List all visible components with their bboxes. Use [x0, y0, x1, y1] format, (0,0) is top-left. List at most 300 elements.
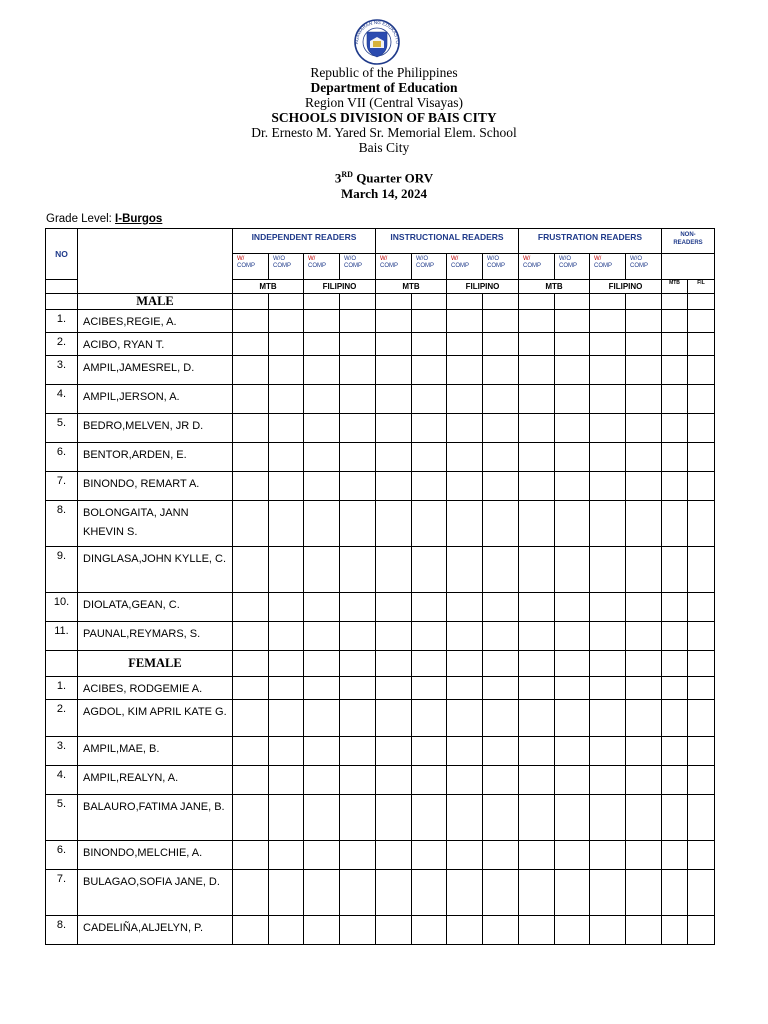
rating-cell[interactable] — [483, 385, 519, 414]
rating-cell[interactable] — [483, 677, 519, 700]
rating-cell[interactable] — [340, 310, 376, 333]
rating-cell[interactable] — [662, 356, 688, 385]
rating-cell[interactable] — [412, 795, 447, 841]
rating-cell[interactable] — [688, 737, 715, 766]
rating-cell[interactable] — [688, 916, 715, 945]
rating-cell[interactable] — [447, 333, 483, 356]
rating-cell[interactable] — [233, 841, 269, 870]
rating-cell[interactable] — [340, 841, 376, 870]
rating-cell[interactable] — [340, 795, 376, 841]
rating-cell[interactable] — [688, 593, 715, 622]
rating-cell[interactable] — [269, 677, 304, 700]
rating-cell[interactable] — [412, 310, 447, 333]
rating-cell[interactable] — [340, 472, 376, 501]
rating-cell[interactable] — [662, 766, 688, 795]
rating-cell[interactable] — [662, 700, 688, 737]
rating-cell[interactable] — [376, 700, 412, 737]
rating-cell[interactable] — [688, 766, 715, 795]
rating-cell[interactable] — [447, 677, 483, 700]
rating-cell[interactable] — [662, 795, 688, 841]
rating-cell[interactable] — [304, 700, 340, 737]
rating-cell[interactable] — [304, 501, 340, 547]
rating-cell[interactable] — [340, 916, 376, 945]
rating-cell[interactable] — [447, 916, 483, 945]
rating-cell[interactable] — [269, 310, 304, 333]
group-independent: INDEPENDENT READERS — [233, 229, 376, 254]
rating-cell[interactable] — [519, 622, 555, 651]
rating-cell[interactable] — [447, 356, 483, 385]
rating-cell[interactable] — [519, 795, 555, 841]
rating-cell[interactable] — [590, 870, 626, 916]
rating-cell[interactable] — [662, 385, 688, 414]
rating-cell[interactable] — [376, 501, 412, 547]
rating-cell[interactable] — [626, 737, 662, 766]
rating-cell[interactable] — [376, 385, 412, 414]
rating-cell[interactable] — [412, 501, 447, 547]
rating-cell[interactable] — [376, 414, 412, 443]
rating-cell[interactable] — [483, 547, 519, 593]
rating-cell[interactable] — [340, 622, 376, 651]
rating-cell[interactable] — [483, 795, 519, 841]
rating-cell[interactable] — [626, 385, 662, 414]
rating-cell[interactable] — [626, 841, 662, 870]
rating-cell[interactable] — [590, 414, 626, 443]
rating-cell[interactable] — [233, 385, 269, 414]
rating-cell[interactable] — [233, 443, 269, 472]
comp-top-label: W/ — [380, 256, 388, 262]
rating-cell[interactable] — [590, 677, 626, 700]
section-blank-cell — [590, 651, 626, 677]
rating-cell[interactable] — [555, 356, 590, 385]
non-readers-line2: READERS — [673, 240, 703, 246]
rating-cell[interactable] — [519, 501, 555, 547]
rating-cell[interactable] — [412, 622, 447, 651]
rating-cell[interactable] — [412, 870, 447, 916]
rating-cell[interactable] — [519, 841, 555, 870]
rating-cell[interactable] — [555, 414, 590, 443]
rating-cell[interactable] — [447, 472, 483, 501]
rating-cell[interactable] — [662, 501, 688, 547]
section-blank-cell — [304, 651, 340, 677]
rating-cell[interactable] — [412, 737, 447, 766]
rating-cell[interactable] — [233, 414, 269, 443]
rating-cell[interactable] — [688, 622, 715, 651]
rating-cell[interactable] — [590, 472, 626, 501]
student-name: DINGLASA,JOHN KYLLE, C. — [78, 547, 233, 593]
rating-cell[interactable] — [590, 443, 626, 472]
rating-cell[interactable] — [447, 795, 483, 841]
rating-cell[interactable] — [555, 737, 590, 766]
rating-cell[interactable] — [519, 414, 555, 443]
rating-cell[interactable] — [662, 547, 688, 593]
rating-cell[interactable] — [447, 870, 483, 916]
rating-cell[interactable] — [233, 310, 269, 333]
rating-cell[interactable] — [233, 870, 269, 916]
non-readers-fil: FIL — [688, 280, 715, 294]
rating-cell[interactable] — [376, 547, 412, 593]
rating-cell[interactable] — [412, 593, 447, 622]
rating-cell[interactable] — [340, 547, 376, 593]
rating-cell[interactable] — [662, 333, 688, 356]
rating-cell[interactable] — [340, 677, 376, 700]
rating-cell[interactable] — [340, 593, 376, 622]
rating-cell[interactable] — [483, 310, 519, 333]
header-region: Region VII (Central Visayas) — [304, 95, 464, 110]
rating-cell[interactable] — [590, 916, 626, 945]
rating-cell[interactable] — [447, 443, 483, 472]
rating-cell[interactable] — [340, 414, 376, 443]
rating-cell[interactable] — [662, 472, 688, 501]
rating-cell[interactable] — [483, 700, 519, 737]
rating-cell[interactable] — [662, 622, 688, 651]
rating-cell[interactable] — [483, 870, 519, 916]
rating-cell[interactable] — [590, 700, 626, 737]
rating-cell[interactable] — [555, 547, 590, 593]
rating-cell[interactable] — [304, 766, 340, 795]
rating-cell[interactable] — [376, 593, 412, 622]
rating-cell[interactable] — [269, 385, 304, 414]
rating-cell[interactable] — [233, 766, 269, 795]
rating-cell[interactable] — [555, 841, 590, 870]
comp-bottom-label: COMP — [273, 263, 291, 269]
rating-cell[interactable] — [233, 795, 269, 841]
rating-cell[interactable] — [688, 356, 715, 385]
rating-cell[interactable] — [626, 593, 662, 622]
rating-cell[interactable] — [590, 310, 626, 333]
rating-cell[interactable] — [662, 737, 688, 766]
rating-cell[interactable] — [304, 795, 340, 841]
rating-cell[interactable] — [555, 385, 590, 414]
rating-cell[interactable] — [688, 795, 715, 841]
rating-cell[interactable] — [304, 547, 340, 593]
rating-cell[interactable] — [304, 385, 340, 414]
rating-cell[interactable] — [483, 737, 519, 766]
rating-cell[interactable] — [269, 766, 304, 795]
section-blank-cell — [233, 294, 269, 310]
rating-cell[interactable] — [269, 501, 304, 547]
rating-cell[interactable] — [269, 700, 304, 737]
rating-cell[interactable] — [626, 443, 662, 472]
rating-cell[interactable] — [688, 310, 715, 333]
rating-cell[interactable] — [555, 333, 590, 356]
rating-cell[interactable] — [340, 385, 376, 414]
rating-cell[interactable] — [555, 501, 590, 547]
rating-cell[interactable] — [412, 333, 447, 356]
rating-cell[interactable] — [447, 385, 483, 414]
comp-top-label: W/O — [344, 256, 356, 262]
rating-cell[interactable] — [447, 700, 483, 737]
rating-cell[interactable] — [483, 333, 519, 356]
rating-cell[interactable] — [376, 472, 412, 501]
rating-cell[interactable] — [340, 737, 376, 766]
rating-cell[interactable] — [269, 593, 304, 622]
rating-cell[interactable] — [483, 501, 519, 547]
rating-cell[interactable] — [555, 916, 590, 945]
no-header-blank — [46, 280, 78, 294]
rating-cell[interactable] — [412, 841, 447, 870]
rating-cell[interactable] — [340, 700, 376, 737]
rating-cell[interactable] — [483, 414, 519, 443]
rating-cell[interactable] — [447, 737, 483, 766]
section-blank-cell — [340, 651, 376, 677]
comp-top-label: W/ — [523, 256, 531, 262]
rating-cell[interactable] — [412, 766, 447, 795]
rating-cell[interactable] — [626, 547, 662, 593]
rating-cell[interactable] — [688, 414, 715, 443]
rating-cell[interactable] — [555, 870, 590, 916]
rating-cell[interactable] — [233, 593, 269, 622]
rating-cell[interactable] — [304, 916, 340, 945]
rating-cell[interactable] — [519, 472, 555, 501]
header-republic: Republic of the Philippines — [310, 65, 458, 80]
rating-cell[interactable] — [233, 677, 269, 700]
rating-cell[interactable] — [590, 356, 626, 385]
rating-cell[interactable] — [447, 766, 483, 795]
rating-cell[interactable] — [590, 501, 626, 547]
rating-cell[interactable] — [304, 737, 340, 766]
student-number: 4. — [46, 385, 78, 414]
rating-cell[interactable] — [412, 414, 447, 443]
rating-cell[interactable] — [304, 677, 340, 700]
rating-cell[interactable] — [483, 622, 519, 651]
rating-cell[interactable] — [662, 414, 688, 443]
rating-cell[interactable] — [519, 700, 555, 737]
rating-cell[interactable] — [483, 841, 519, 870]
rating-cell[interactable] — [412, 547, 447, 593]
rating-cell[interactable] — [590, 385, 626, 414]
rating-cell[interactable] — [376, 443, 412, 472]
rating-cell[interactable] — [519, 443, 555, 472]
rating-cell[interactable] — [412, 443, 447, 472]
rating-cell[interactable] — [412, 356, 447, 385]
rating-cell[interactable] — [590, 622, 626, 651]
rating-cell[interactable] — [662, 443, 688, 472]
rating-cell[interactable] — [626, 870, 662, 916]
grade-level — [46, 213, 162, 225]
rating-cell[interactable] — [269, 356, 304, 385]
rating-cell[interactable] — [269, 547, 304, 593]
section-blank-cell — [412, 294, 447, 310]
student-number: 2. — [46, 700, 78, 737]
rating-cell[interactable] — [304, 622, 340, 651]
rating-cell[interactable] — [688, 870, 715, 916]
rating-cell[interactable] — [555, 795, 590, 841]
rating-cell[interactable] — [483, 472, 519, 501]
rating-cell[interactable] — [304, 310, 340, 333]
rating-cell[interactable] — [233, 700, 269, 737]
rating-cell[interactable] — [412, 472, 447, 501]
rating-cell[interactable] — [269, 414, 304, 443]
rating-cell[interactable] — [555, 766, 590, 795]
student-name: CADELIÑA,ALJELYN, P. — [78, 916, 233, 945]
grade-level-value: I-Burgos — [115, 213, 163, 225]
rating-cell[interactable] — [447, 414, 483, 443]
rating-cell[interactable] — [269, 443, 304, 472]
grade-level-label: Grade Level: — [46, 213, 116, 225]
rating-cell[interactable] — [304, 443, 340, 472]
rating-cell[interactable] — [269, 841, 304, 870]
rating-cell[interactable] — [412, 700, 447, 737]
rating-cell[interactable] — [519, 737, 555, 766]
rating-cell[interactable] — [412, 916, 447, 945]
rating-cell[interactable] — [233, 472, 269, 501]
rating-cell[interactable] — [340, 766, 376, 795]
rating-cell[interactable] — [555, 622, 590, 651]
rating-cell[interactable] — [590, 795, 626, 841]
rating-cell[interactable] — [626, 916, 662, 945]
rating-cell[interactable] — [519, 333, 555, 356]
rating-cell[interactable] — [626, 766, 662, 795]
rating-cell[interactable] — [269, 916, 304, 945]
rating-cell[interactable] — [376, 916, 412, 945]
rating-cell[interactable] — [483, 916, 519, 945]
rating-cell[interactable] — [626, 356, 662, 385]
rating-cell[interactable] — [519, 593, 555, 622]
rating-cell[interactable] — [626, 310, 662, 333]
rating-cell[interactable] — [662, 916, 688, 945]
rating-cell[interactable] — [447, 547, 483, 593]
rating-cell[interactable] — [662, 593, 688, 622]
rating-cell[interactable] — [340, 870, 376, 916]
rating-cell[interactable] — [626, 333, 662, 356]
section-no-blank — [46, 294, 78, 310]
rating-cell[interactable] — [233, 737, 269, 766]
rating-cell[interactable] — [376, 622, 412, 651]
rating-cell[interactable] — [269, 472, 304, 501]
rating-cell[interactable] — [519, 356, 555, 385]
student-row — [46, 472, 715, 501]
rating-cell[interactable] — [376, 310, 412, 333]
section-blank-cell — [447, 651, 483, 677]
rating-cell[interactable] — [304, 472, 340, 501]
rating-cell[interactable] — [269, 795, 304, 841]
rating-cell[interactable] — [233, 356, 269, 385]
rating-cell[interactable] — [340, 501, 376, 547]
rating-cell[interactable] — [269, 333, 304, 356]
rating-cell[interactable] — [304, 593, 340, 622]
rating-cell[interactable] — [688, 501, 715, 547]
rating-cell[interactable] — [555, 472, 590, 501]
group-non-readers — [662, 229, 715, 254]
rating-cell[interactable] — [233, 501, 269, 547]
rating-cell[interactable] — [519, 385, 555, 414]
rating-cell[interactable] — [590, 333, 626, 356]
rating-cell[interactable] — [519, 870, 555, 916]
rating-cell[interactable] — [688, 443, 715, 472]
rating-cell[interactable] — [447, 622, 483, 651]
rating-cell[interactable] — [233, 333, 269, 356]
rating-cell[interactable] — [412, 385, 447, 414]
rating-cell[interactable] — [626, 700, 662, 737]
rating-cell[interactable] — [662, 677, 688, 700]
rating-cell[interactable] — [447, 593, 483, 622]
rating-cell[interactable] — [626, 472, 662, 501]
rating-cell[interactable] — [483, 356, 519, 385]
without-comp-header — [269, 254, 304, 280]
section-blank-cell — [519, 651, 555, 677]
rating-cell[interactable] — [688, 472, 715, 501]
rating-cell[interactable] — [376, 870, 412, 916]
rating-cell[interactable] — [519, 310, 555, 333]
rating-cell[interactable] — [688, 841, 715, 870]
deped-seal — [349, 17, 405, 65]
rating-cell[interactable] — [447, 841, 483, 870]
rating-cell[interactable] — [519, 766, 555, 795]
rating-cell[interactable] — [662, 870, 688, 916]
rating-cell[interactable] — [555, 677, 590, 700]
rating-cell[interactable] — [688, 385, 715, 414]
rating-cell[interactable] — [376, 795, 412, 841]
rating-cell[interactable] — [304, 356, 340, 385]
rating-cell[interactable] — [376, 356, 412, 385]
rating-cell[interactable] — [483, 443, 519, 472]
rating-cell[interactable] — [519, 916, 555, 945]
rating-cell[interactable] — [376, 766, 412, 795]
student-row — [46, 766, 715, 795]
rating-cell[interactable] — [590, 841, 626, 870]
rating-cell[interactable] — [483, 766, 519, 795]
rating-cell[interactable] — [376, 677, 412, 700]
section-blank-cell — [626, 294, 662, 310]
rating-cell[interactable] — [340, 333, 376, 356]
rating-cell[interactable] — [269, 622, 304, 651]
rating-cell[interactable] — [555, 593, 590, 622]
rating-cell[interactable] — [233, 916, 269, 945]
rating-cell[interactable] — [626, 501, 662, 547]
rating-cell[interactable] — [269, 737, 304, 766]
rating-cell[interactable] — [447, 310, 483, 333]
rating-cell[interactable] — [233, 547, 269, 593]
rating-cell[interactable] — [483, 593, 519, 622]
rating-cell[interactable] — [447, 501, 483, 547]
student-row — [46, 916, 715, 945]
rating-cell[interactable] — [626, 677, 662, 700]
rating-cell[interactable] — [662, 310, 688, 333]
rating-cell[interactable] — [233, 622, 269, 651]
rating-cell[interactable] — [555, 443, 590, 472]
rating-cell[interactable] — [590, 547, 626, 593]
rating-cell[interactable] — [688, 700, 715, 737]
rating-cell[interactable] — [376, 841, 412, 870]
rating-cell[interactable] — [304, 333, 340, 356]
rating-cell[interactable] — [590, 593, 626, 622]
rating-cell[interactable] — [304, 870, 340, 916]
rating-cell[interactable] — [626, 622, 662, 651]
rating-cell[interactable] — [340, 356, 376, 385]
rating-cell[interactable] — [269, 870, 304, 916]
rating-cell[interactable] — [555, 310, 590, 333]
rating-cell[interactable] — [688, 333, 715, 356]
rating-cell[interactable] — [688, 547, 715, 593]
rating-cell[interactable] — [412, 677, 447, 700]
rating-cell[interactable] — [519, 547, 555, 593]
rating-cell[interactable] — [304, 841, 340, 870]
rating-cell[interactable] — [376, 737, 412, 766]
lang-mtb-header: MTB — [519, 280, 590, 294]
rating-cell[interactable] — [304, 414, 340, 443]
rating-cell[interactable] — [626, 795, 662, 841]
comp-bottom-label: COMP — [559, 263, 577, 269]
rating-cell[interactable] — [340, 443, 376, 472]
rating-cell[interactable] — [626, 414, 662, 443]
rating-cell[interactable] — [590, 766, 626, 795]
rating-cell[interactable] — [662, 841, 688, 870]
rating-cell[interactable] — [688, 677, 715, 700]
rating-cell[interactable] — [590, 737, 626, 766]
rating-cell[interactable] — [555, 700, 590, 737]
rating-cell[interactable] — [376, 333, 412, 356]
rating-cell[interactable] — [519, 677, 555, 700]
